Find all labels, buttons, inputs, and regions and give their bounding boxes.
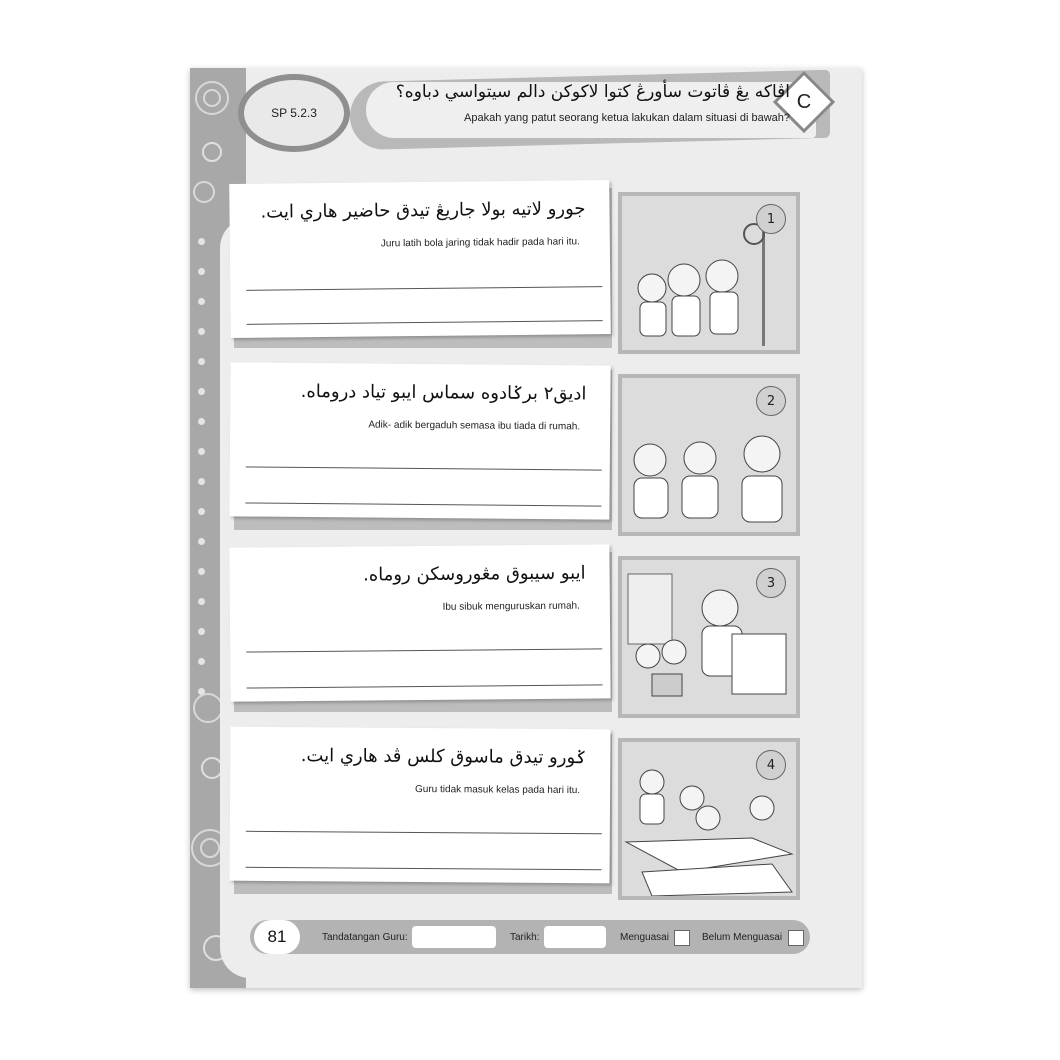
answer-line[interactable] xyxy=(247,684,603,688)
question-jawi: اڤاكه يڠ ڤاتوت سأورڠ كتوا لاكوكن دالم سيتواسي دباوه؟ xyxy=(395,82,790,102)
teacher-sign-label: Tandatangan Guru: xyxy=(322,932,408,943)
item-jawi: اديق٢ برݢادوه سماس ايبو تياد دروماه. xyxy=(300,380,587,405)
item-number-badge: 3 xyxy=(756,568,786,598)
item-card-1 xyxy=(229,180,611,338)
item-number-badge: 4 xyxy=(756,750,786,780)
teacher-sign-field[interactable] xyxy=(412,926,496,948)
answer-line[interactable] xyxy=(246,831,602,834)
answer-line[interactable] xyxy=(246,648,602,652)
item-malay: Guru tidak masuk kelas pada hari itu. xyxy=(414,783,581,797)
item-malay: Adik- adik bergaduh semasa ibu tiada di rumah. xyxy=(368,419,581,433)
answer-line[interactable] xyxy=(247,320,603,325)
section-letter: C xyxy=(796,90,812,113)
standard-code-badge: SP 5.2.3 xyxy=(238,74,350,152)
item-jawi: ايبو سيبوق مڠوروسكن روماه. xyxy=(362,562,586,586)
item-jawi: جورو لاتيه بولا جاريڠ تيدق حاضير هاري ايت. xyxy=(260,198,586,223)
mastered-label: Menguasai xyxy=(620,932,669,943)
item-card-4 xyxy=(229,727,610,884)
item-card-3 xyxy=(229,544,610,701)
answer-line[interactable] xyxy=(246,466,602,470)
mastered-checkbox[interactable] xyxy=(674,930,690,946)
item-malay: Ibu sibuk menguruskan rumah. xyxy=(442,600,580,613)
item-number-badge: 1 xyxy=(756,204,786,234)
item-card-2 xyxy=(229,362,610,519)
not-mastered-checkbox[interactable] xyxy=(788,930,804,946)
page-number: 81 xyxy=(254,920,300,954)
question-malay: Apakah yang patut seorang ketua lakukan dalam situasi di bawah? xyxy=(464,112,790,124)
item-malay: Juru latih bola jaring tidak hadir pada hari itu. xyxy=(380,236,580,250)
not-mastered-label: Belum Menguasai xyxy=(702,932,783,943)
answer-line[interactable] xyxy=(246,867,602,870)
answer-line[interactable] xyxy=(246,286,602,291)
date-field[interactable] xyxy=(544,926,606,948)
date-label: Tarikh: xyxy=(510,932,540,943)
item-jawi: ݢورو تيدق ماسوق كلس ڤد هاري ايت. xyxy=(300,745,587,769)
worksheet-page xyxy=(190,68,862,988)
item-number-badge: 2 xyxy=(756,386,786,416)
answer-line[interactable] xyxy=(245,502,601,506)
